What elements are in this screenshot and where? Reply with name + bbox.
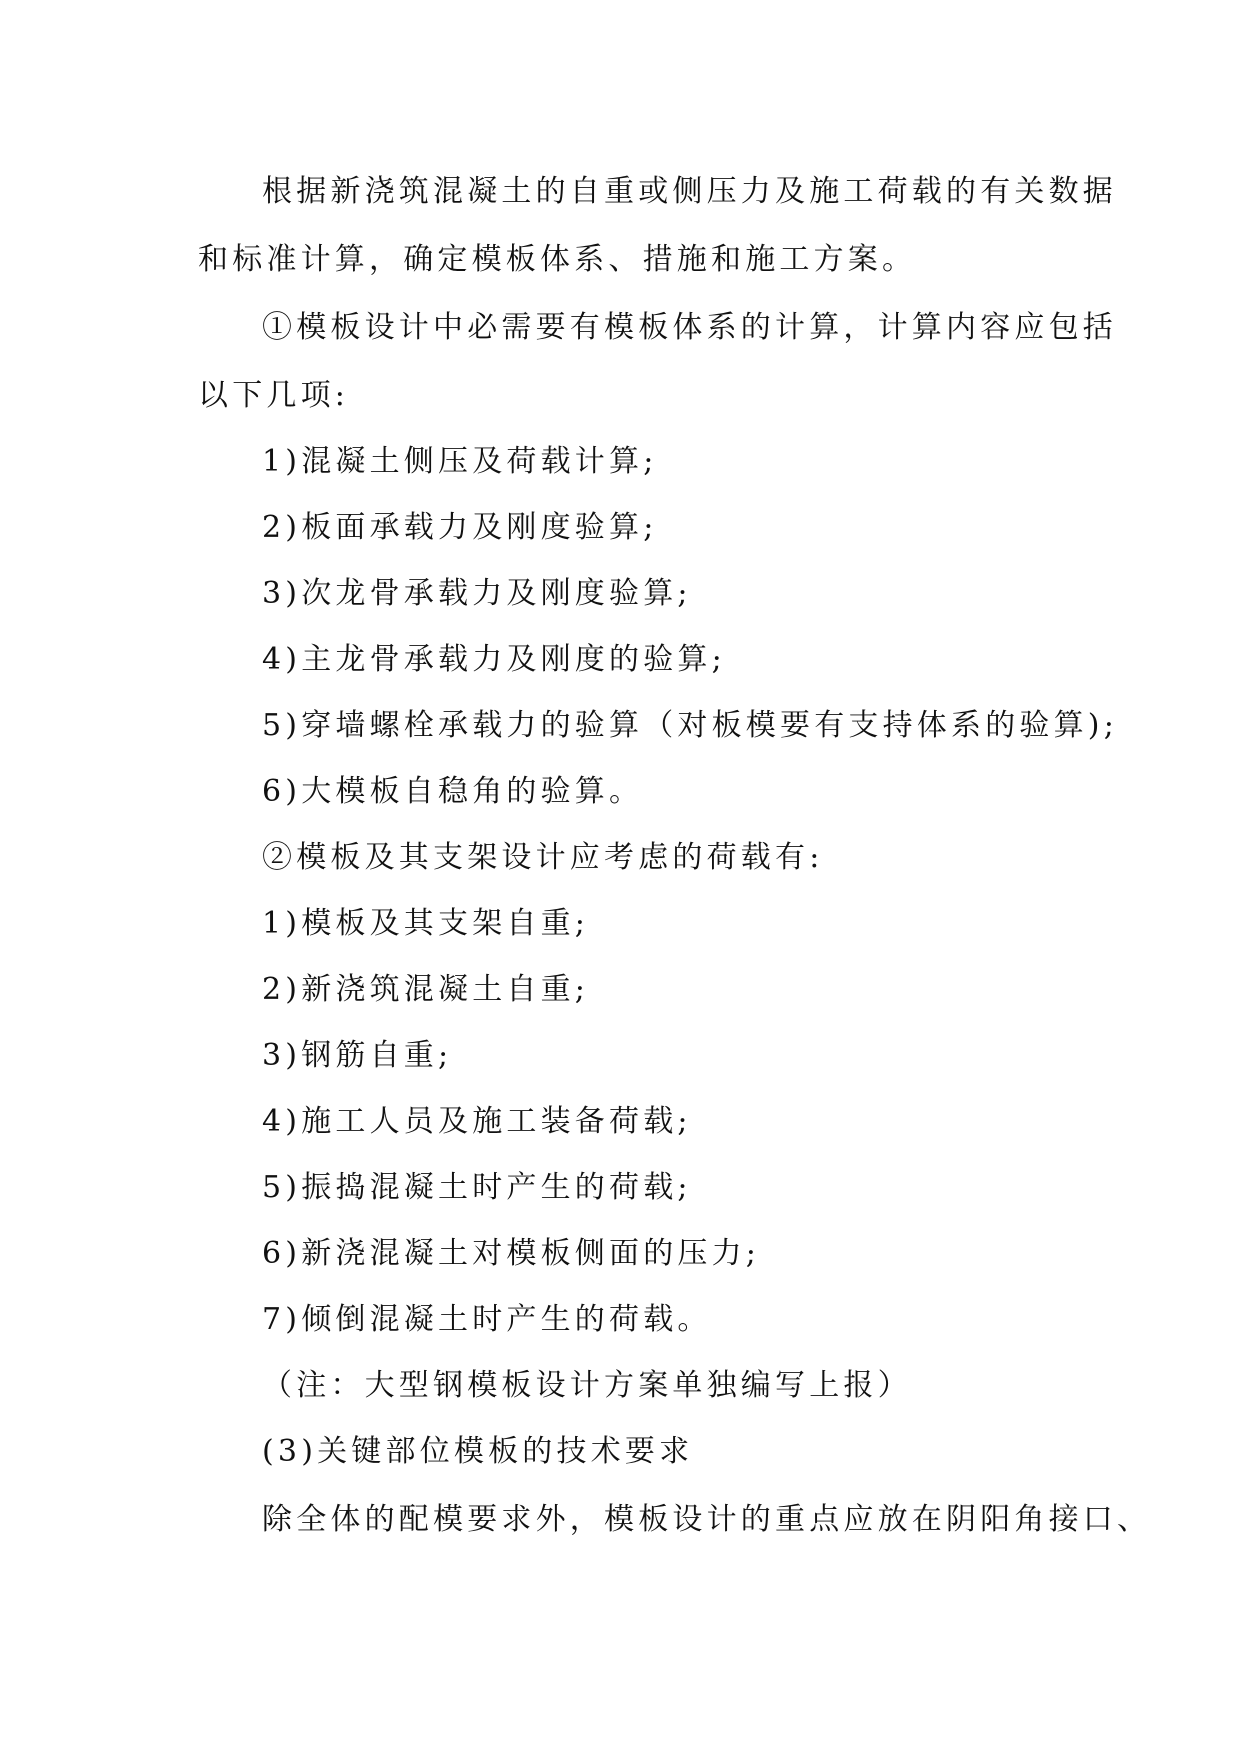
list-item: 1)混凝土侧压及荷载计算; bbox=[262, 444, 658, 479]
list-item: 4)主龙骨承载力及刚度的验算; bbox=[262, 642, 726, 677]
list-item: 5)穿墙螺栓承载力的验算（对板模要有支持体系的验算); bbox=[262, 708, 1119, 743]
section-heading: (3)关键部位模板的技术要求 bbox=[262, 1434, 694, 1469]
list-item: 2)新浇筑混凝土自重; bbox=[262, 972, 590, 1007]
section-heading: ②模板及其支架设计应考虑的荷载有: bbox=[262, 840, 824, 875]
list-item: 3)钢筋自重; bbox=[262, 1038, 453, 1073]
paragraph-line: 根据新浇筑混凝土的自重或侧压力及施工荷载的有关数据 bbox=[262, 174, 1117, 209]
list-item: 6)新浇混凝土对模板侧面的压力; bbox=[262, 1236, 761, 1271]
paragraph-line: 除全体的配模要求外，模板设计的重点应放在阴阳角接口、 bbox=[262, 1502, 1152, 1537]
paragraph-line: 以下几项: bbox=[198, 378, 350, 413]
paragraph-line: 和标准计算，确定模板体系、措施和施工方案。 bbox=[198, 242, 917, 277]
list-item: 6)大模板自稳角的验算。 bbox=[262, 774, 644, 809]
list-item: 3)次龙骨承载力及刚度验算; bbox=[262, 576, 692, 611]
list-item: 7)倾倒混凝土时产生的荷载。 bbox=[262, 1302, 712, 1337]
list-item: 5)振捣混凝土时产生的荷载; bbox=[262, 1170, 692, 1205]
paragraph-line: ①模板设计中必需要有模板体系的计算，计算内容应包括 bbox=[262, 310, 1117, 345]
list-item: 1)模板及其支架自重; bbox=[262, 906, 590, 941]
list-item: 2)板面承载力及刚度验算; bbox=[262, 510, 658, 545]
list-item: 4)施工人员及施工装备荷载; bbox=[262, 1104, 692, 1139]
note-line: （注：大型钢模板设计方案单独编写上报） bbox=[262, 1368, 912, 1403]
